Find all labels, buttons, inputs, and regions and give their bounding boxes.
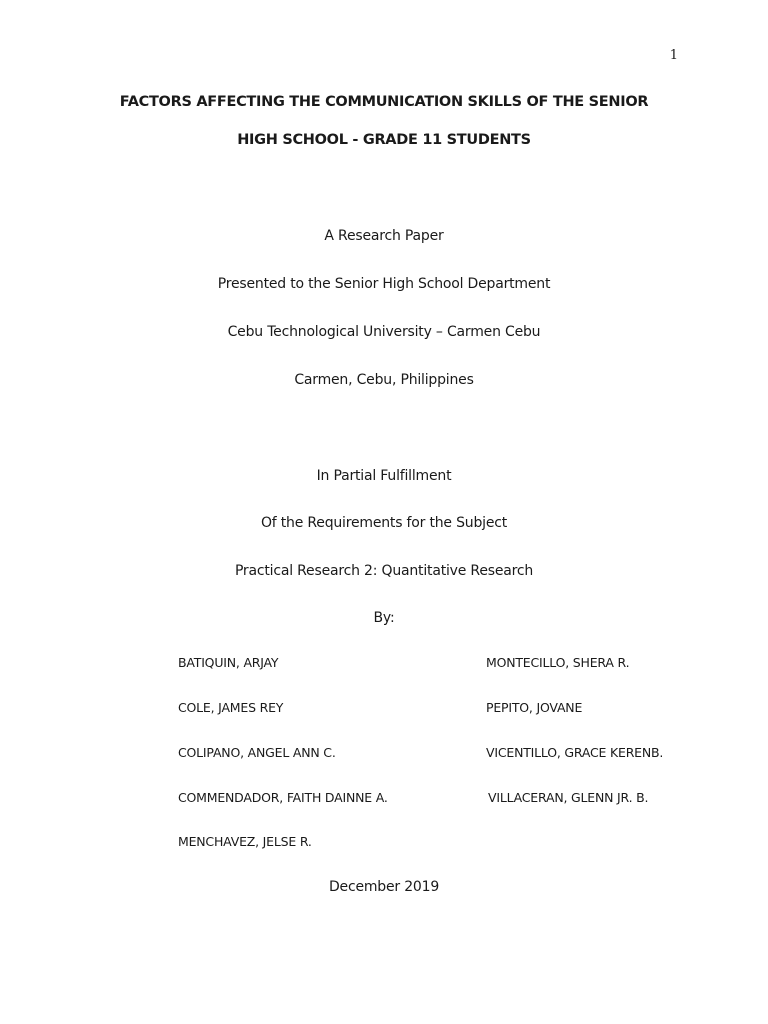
submission-date: December 2019 [328, 879, 440, 895]
university-name: Cebu Technological University – Carmen Cebu [227, 324, 541, 340]
page-number: 1 [669, 48, 678, 63]
title-line-1: FACTORS AFFECTING THE COMMUNICATION SKILLS OF THE SENIOR [119, 94, 649, 110]
subject-name: Practical Research 2: Quantitative Research [234, 563, 534, 579]
author-name: COMMENDADOR, FAITH DAINNE A. [178, 790, 388, 805]
presented-to: Presented to the Senior High School Department [217, 276, 551, 292]
author-name: VICENTILLO, GRACE KERENB. [486, 745, 664, 760]
author-name: VILLACERAN, GLENN JR. B. [488, 790, 649, 805]
author-name: MENCHAVEZ, JELSE R. [178, 834, 312, 849]
author-name: COLE, JAMES REY [178, 700, 284, 715]
author-name: PEPITO, JOVANE [486, 700, 583, 715]
author-name: BATIQUIN, ARJAY [178, 655, 279, 670]
paper-type: A Research Paper [324, 228, 444, 244]
fulfillment-line-2: Of the Requirements for the Subject [260, 515, 508, 531]
author-name: COLIPANO, ANGEL ANN C. [178, 745, 336, 760]
by-label: By: [373, 610, 395, 626]
author-name: MONTECILLO, SHERA R. [486, 655, 630, 670]
fulfillment-line-1: In Partial Fulfillment [316, 468, 452, 484]
title-line-2: HIGH SCHOOL - GRADE 11 STUDENTS [237, 132, 531, 148]
university-location: Carmen, Cebu, Philippines [294, 372, 474, 388]
